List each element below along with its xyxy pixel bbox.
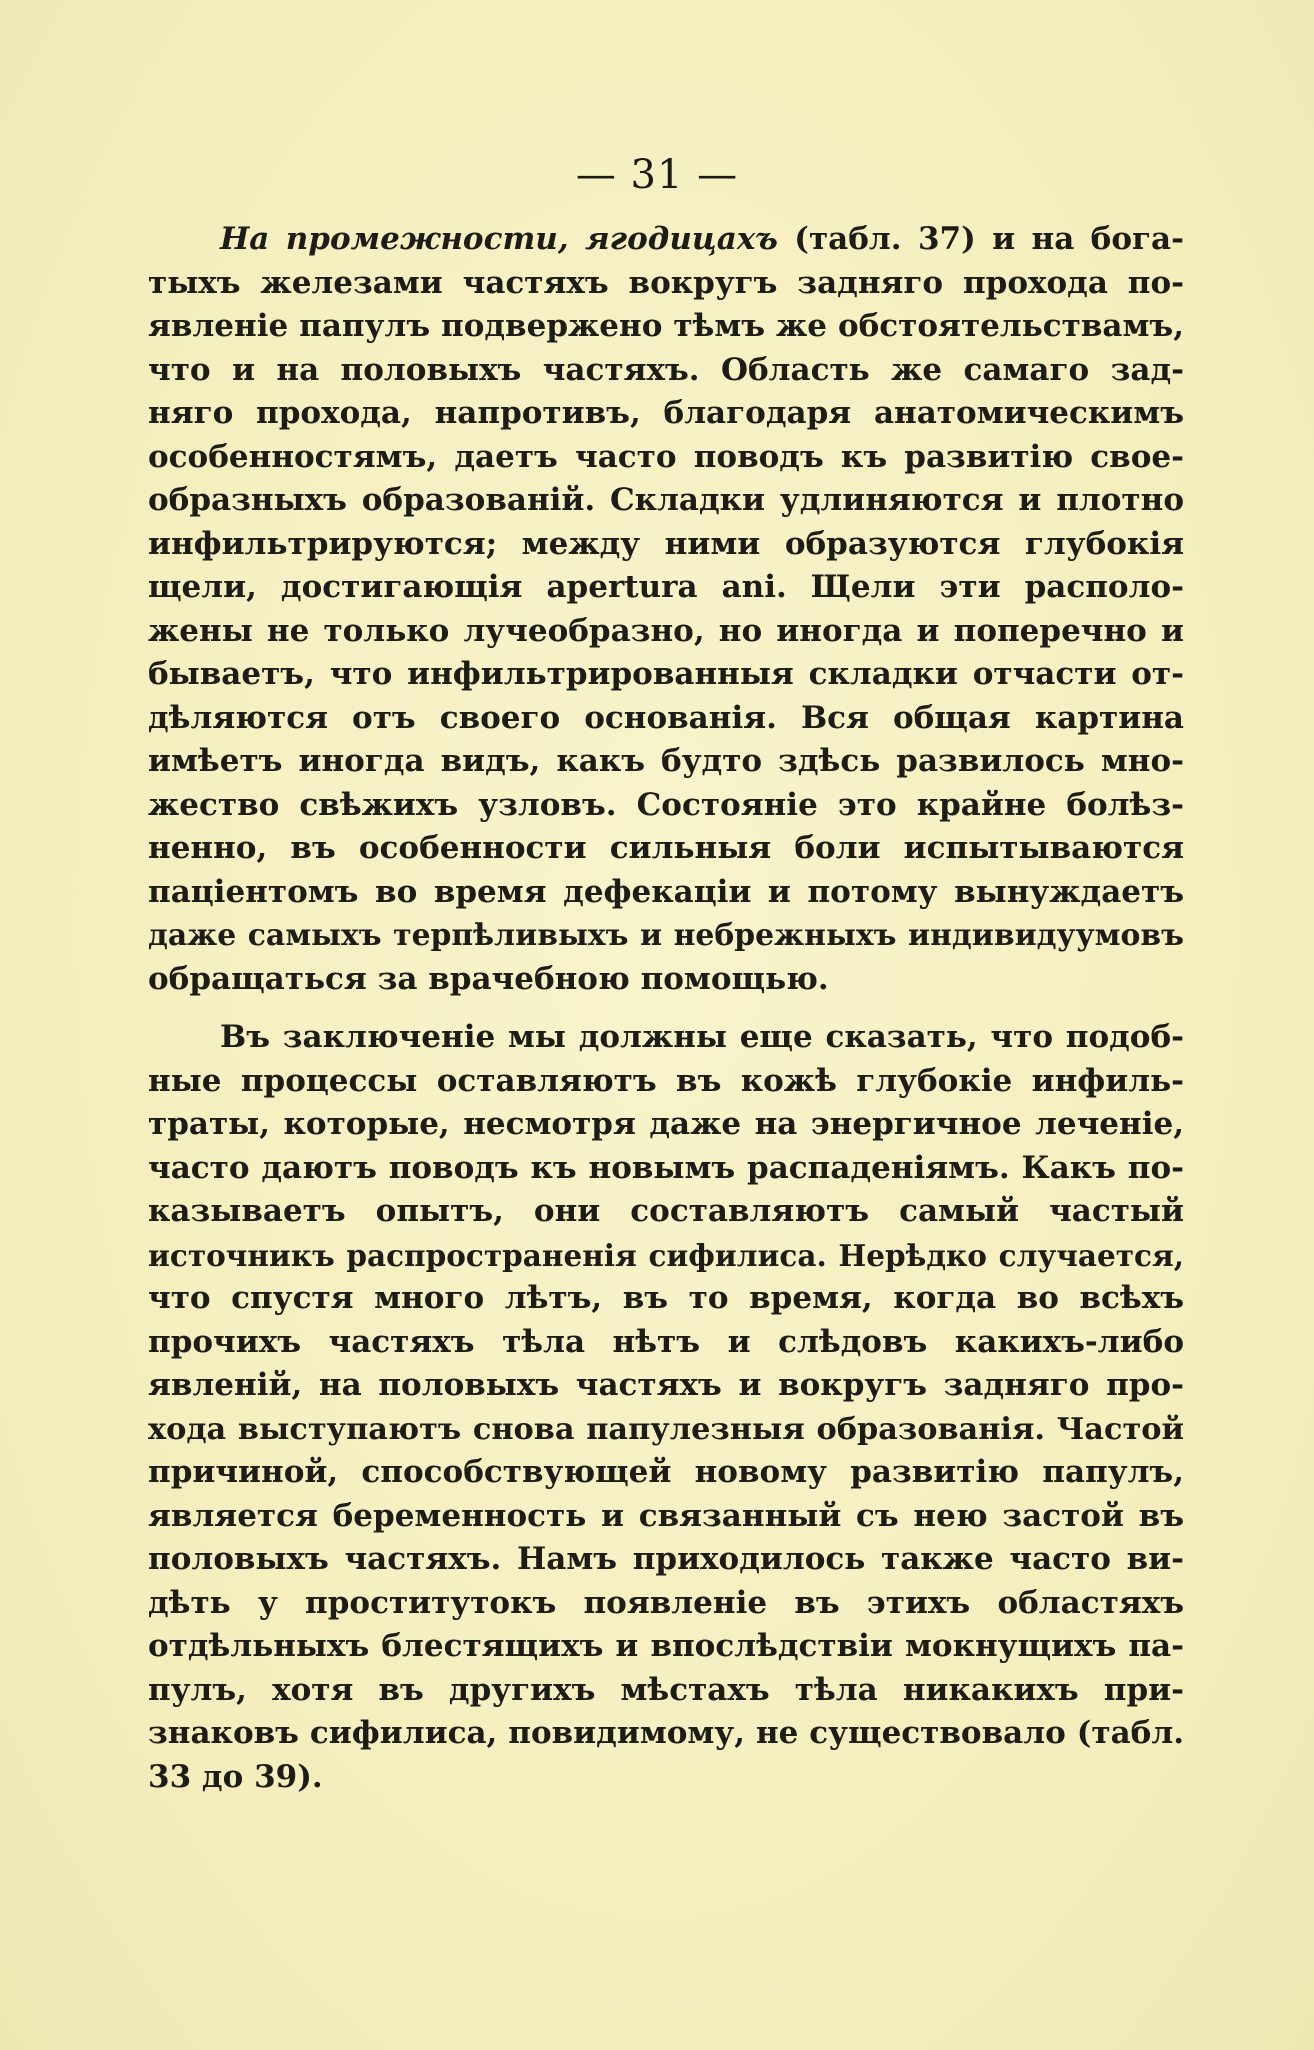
paragraph-line: щели, достигающія apertura ani. Щели эти располо- xyxy=(148,569,1184,605)
paragraph-line: знаковъ сифилиса, повидимому, не существовало (табл. xyxy=(148,1715,1184,1751)
paragraph-1 xyxy=(148,218,1184,1001)
paragraph-line: траты, которые, несмотря даже на энергичное леченіе, xyxy=(148,1106,1184,1142)
paragraph-line: прочихъ частяхъ тѣла нѣтъ и слѣдовъ какихъ-либо xyxy=(148,1323,1184,1360)
paragraph-line: паціентомъ во время дефекаціи и потому вынуждаетъ xyxy=(148,873,1184,910)
italic-term: На промежности, ягодицахъ xyxy=(220,221,778,257)
paragraph-line: Въ заключеніе мы должны еще сказать, что подоб- xyxy=(220,1019,1184,1055)
paragraph-line: ненно, въ особенности сильныя боли испытываются xyxy=(148,830,1184,866)
paragraph-line: дѣть у проститутокъ появленіе въ этихъ областяхъ xyxy=(148,1584,1184,1621)
paragraph-line: тыхъ железами частяхъ вокругъ задняго прохода по- xyxy=(148,264,1184,301)
paragraph-line: особенностямъ, даетъ часто поводъ къ развитію свое- xyxy=(148,438,1184,475)
paragraph-line: что спустя много лѣтъ, въ то время, когда во всѣхъ xyxy=(148,1280,1184,1316)
paragraph-line: что и на половыхъ частяхъ. Область же самаго зад- xyxy=(148,351,1184,388)
paragraph-line: бываетъ, что инфильтрированныя складки отчасти от- xyxy=(148,656,1184,692)
paragraph-line: причиной, способствующей новому развитію папулъ, xyxy=(148,1454,1184,1490)
paragraph-line: источникъ распространенія сифилиса. Нерѣдко случается, xyxy=(148,1237,1184,1273)
paragraph-line: 33 до 39). xyxy=(148,1758,323,1795)
paragraph-line: казываетъ опытъ, они составляютъ самый частый xyxy=(148,1193,1184,1229)
paragraph-line: инфильтрируются; между ними образуются глубокія xyxy=(148,525,1184,562)
paragraph-line: пулъ, хотя въ другихъ мѣстахъ тѣла никакихъ при- xyxy=(148,1671,1184,1708)
paragraph-line: отдѣльныхъ блестящихъ и впослѣдствіи мокнущихъ па- xyxy=(148,1628,1184,1664)
paragraph-line: половыхъ частяхъ. Намъ приходилось также часто ви- xyxy=(148,1541,1184,1577)
line-text: (табл. 37) и на бога- xyxy=(777,221,1184,257)
paragraph-line: жество свѣжихъ узловъ. Состояніе это крайне болѣз- xyxy=(148,786,1184,823)
paragraph-line: дѣляются отъ своего основанія. Вся общая картина xyxy=(148,699,1184,736)
paragraph-line: явленій, на половыхъ частяхъ и вокругъ задняго про- xyxy=(148,1367,1184,1403)
paragraph-line xyxy=(148,218,1184,262)
paragraph-line: явленіе папулъ подвержено тѣмъ же обстоятельствамъ, xyxy=(148,308,1184,344)
paragraph-line: жены не только лучеобразно, но иногда и поперечно и xyxy=(148,612,1184,649)
paragraph-line: часто даютъ поводъ къ новымъ распаденіямъ. Какъ по- xyxy=(148,1149,1184,1186)
paragraph-line: обращаться за врачебною помощью. xyxy=(148,960,829,997)
paragraph-line: является беременность и связанный съ нею застой въ xyxy=(148,1497,1184,1534)
paragraph-line: имѣетъ иногда видъ, какъ будто здѣсь развилось мно- xyxy=(148,743,1184,779)
paragraph-line: няго прохода, напротивъ, благодаря анатомическимъ xyxy=(148,395,1184,431)
paragraph-line: образныхъ образованій. Складки удлиняются и плотно xyxy=(148,482,1184,518)
paragraph-line: даже самыхъ терпѣливыхъ и небрежныхъ индивидуумовъ xyxy=(148,918,1184,953)
paragraph-line: ные процессы оставляютъ въ кожѣ глубокіе инфиль- xyxy=(148,1062,1184,1099)
paragraph-2 xyxy=(148,1016,1184,1799)
page-number: — 31 — xyxy=(575,152,739,198)
paragraph-line: хода выступаютъ снова папулезныя образованія. Частой xyxy=(148,1411,1184,1447)
